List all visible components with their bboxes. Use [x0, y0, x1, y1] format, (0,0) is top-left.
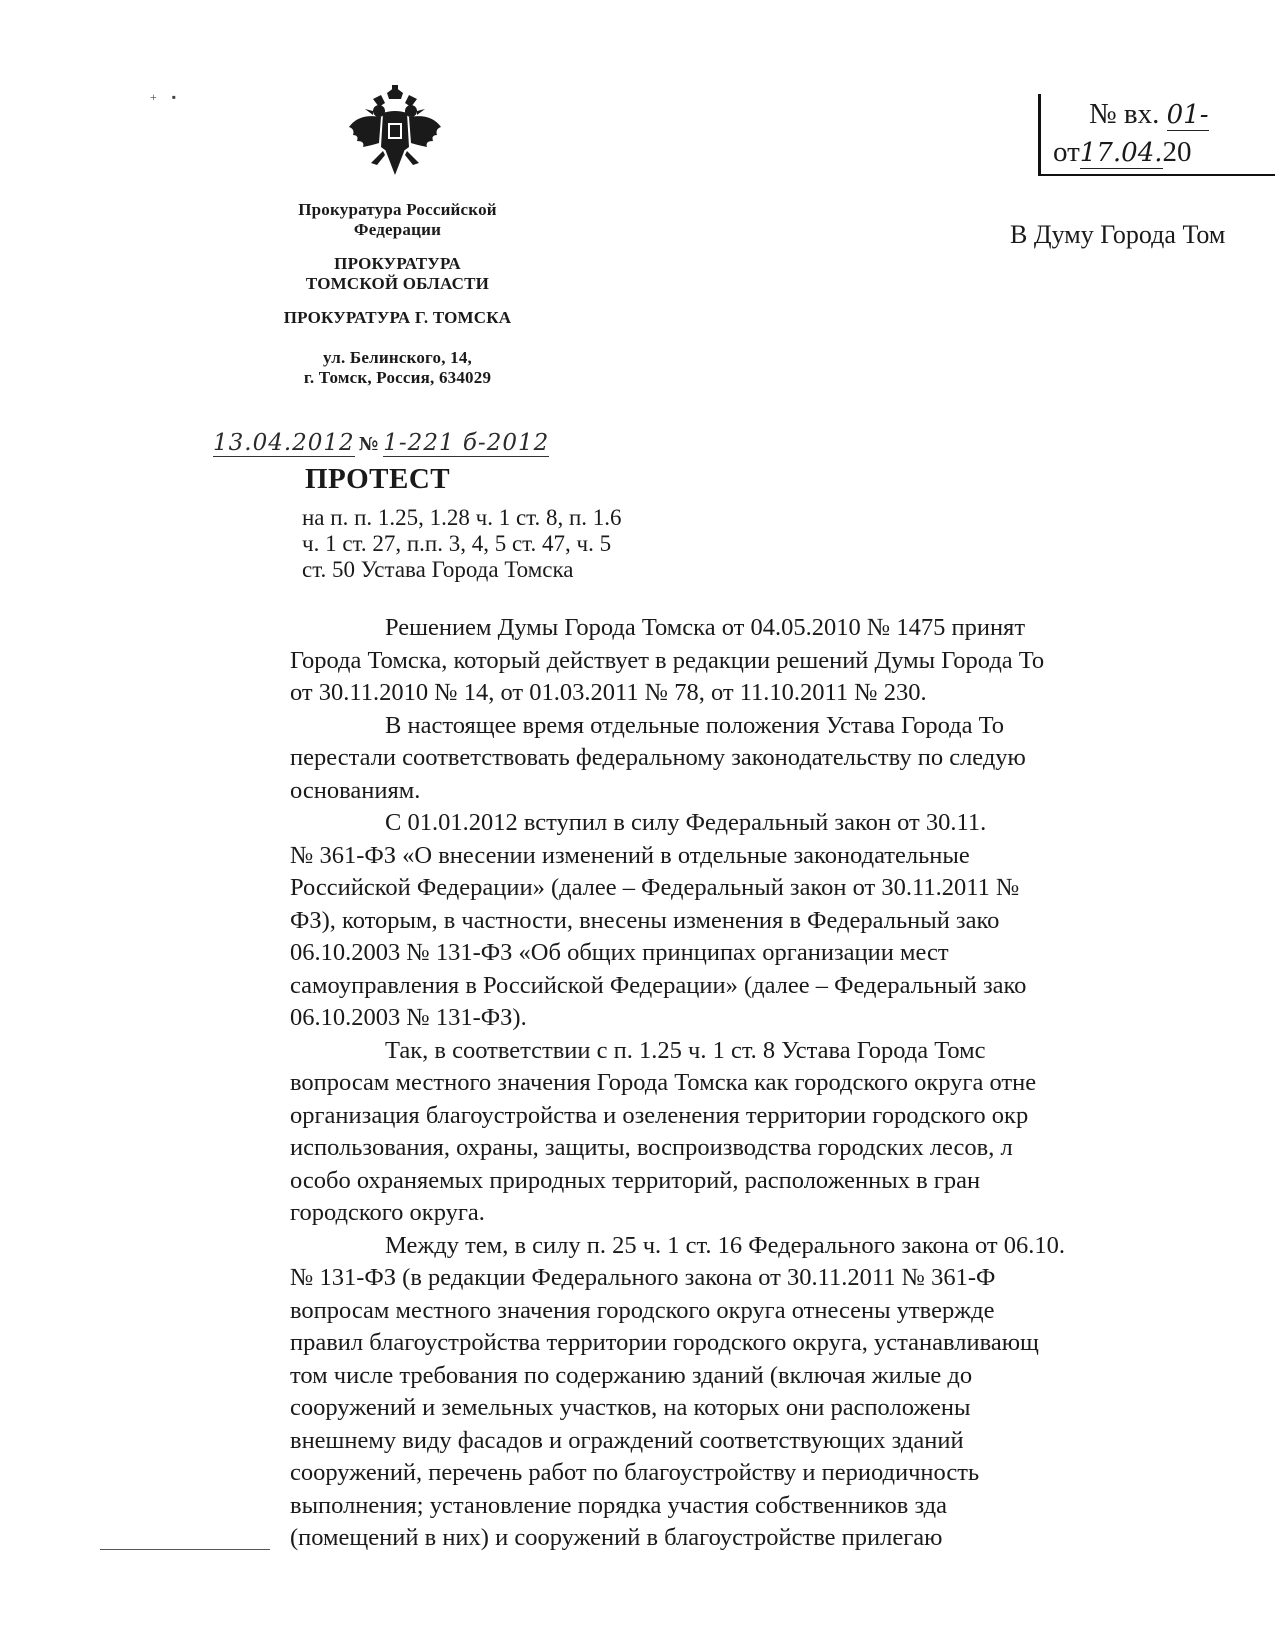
body-line: С 01.01.2012 вступил в силу Федеральный закон от 30.11. [385, 809, 987, 836]
footnote-rule [100, 1549, 270, 1550]
body-text [290, 612, 1275, 1555]
body-line: сооружений и земельных участков, на которых они расположены [290, 1394, 971, 1421]
stamp-from-label: от [1053, 136, 1080, 168]
protest-subject-line-1: на п. п. 1.25, 1.28 ч. 1 ст. 8, п. 1.6 [302, 505, 622, 530]
body-line: № 131-ФЗ (в редакции Федерального закона от 30.11.2011 № 361-Ф [290, 1264, 996, 1291]
body-line: том числе требования по содержанию зданий (включая жилые до [290, 1361, 973, 1389]
body-line: Так, в соответствии с п. 1.25 ч. 1 ст. 8 Устава Города Томс [385, 1036, 986, 1064]
outgoing-number: 1-221 б-2012 [383, 430, 550, 456]
sender-address-2: г. Томск, Россия, 634029 [303, 368, 492, 387]
stamp-year-part: 20 [1162, 136, 1192, 168]
body-line: В настоящее время отдельные положения Устава Города То [385, 711, 1005, 739]
stamp-no-label: № вх. [1089, 98, 1160, 130]
body-line: организация благоустройства и озеленения территории городского окр [290, 1101, 1029, 1129]
body-line: вопросам местного значения городского округа отнесены утвержде [290, 1296, 995, 1324]
sender-address-1: ул. Белинского, 14, [323, 348, 472, 367]
body-line: внешнему виду фасадов и ограждений соответствующих зданий [290, 1426, 964, 1454]
body-line: № 361-ФЗ «О внесении изменений в отдельные законодательные [290, 841, 970, 869]
body-line: основаниям. [290, 776, 421, 804]
protest-subject-line-2: ч. 1 ст. 27, п.п. 3, 4, 5 ст. 47, ч. 5 [302, 531, 612, 556]
body-line: Российской Федерации» (далее – Федеральный закон от 30.11.2011 № [290, 874, 1020, 901]
body-line: 06.10.2003 № 131-ФЗ). [290, 1004, 527, 1031]
body-line: выполнения; установление порядка участия собственников зда [290, 1491, 948, 1519]
protest-subject [302, 505, 622, 583]
sender-block [250, 200, 545, 400]
body-line: самоуправления в Российской Федерации» (далее – Федеральный зако [290, 971, 1027, 999]
outgoing-date-number [213, 430, 549, 456]
stamp-date-value: 17.04. [1079, 138, 1163, 168]
protest-title: ПРОТЕСТ [305, 463, 451, 495]
body-line: правил благоустройства территории городского округа, устанавливающ [290, 1329, 1039, 1356]
outgoing-date: 13.04.2012 [213, 430, 355, 456]
addressee: В Думу Города Том [1010, 220, 1226, 249]
outgoing-number-label: № [358, 434, 380, 455]
protest-subject-line-3: ст. 50 Устава Города Томска [302, 557, 574, 582]
sender-line-3: ПРОКУРАТУРА [334, 254, 461, 273]
body-line: Между тем, в силу п. 25 ч. 1 ст. 16 Федерального закона от 06.10. [385, 1231, 1066, 1259]
body-line: особо охраняемых природных территорий, расположенных в гран [290, 1166, 981, 1194]
body-line: Решением Думы Города Томска от 04.05.2010 № 1475 принят [385, 614, 1026, 641]
body-line: вопросам местного значения Города Томска как городского округа отне [290, 1069, 1037, 1096]
body-line: перестали соответствовать федеральному законодательству по следую [290, 744, 1026, 771]
sender-line-1: Прокуратура Российской [298, 200, 497, 219]
coat-of-arms-emblem [345, 85, 445, 185]
body-line: сооружений, перечень работ по благоустройству и периодичность [290, 1459, 980, 1486]
stamp-no-value: 01- [1166, 100, 1209, 130]
body-line: от 30.11.2010 № 14, от 01.03.2011 № 78, от 11.10.2011 № 230. [290, 679, 927, 706]
sender-line-2: Федерации [353, 220, 442, 239]
incoming-stamp [1038, 94, 1275, 176]
body-line: 06.10.2003 № 131-ФЗ «Об общих принципах организации мест [290, 939, 949, 966]
body-line: использования, охраны, защиты, воспроизводства городских лесов, л [290, 1134, 1013, 1161]
sender-line-5: ПРОКУРАТУРА Г. ТОМСКА [283, 308, 512, 327]
sender-line-4: ТОМСКОЙ ОБЛАСТИ [305, 274, 490, 293]
body-line: Города Томска, который действует в редакции решений Думы Города То [290, 646, 1045, 674]
scan-specks: + ▪ [150, 90, 177, 104]
body-line: ФЗ), которым, в частности, внесены изменения в Федеральный зако [290, 906, 1000, 934]
body-line: городского округа. [290, 1199, 485, 1226]
body-line: (помещений в них) и сооружений в благоустройстве прилегаю [290, 1524, 943, 1551]
